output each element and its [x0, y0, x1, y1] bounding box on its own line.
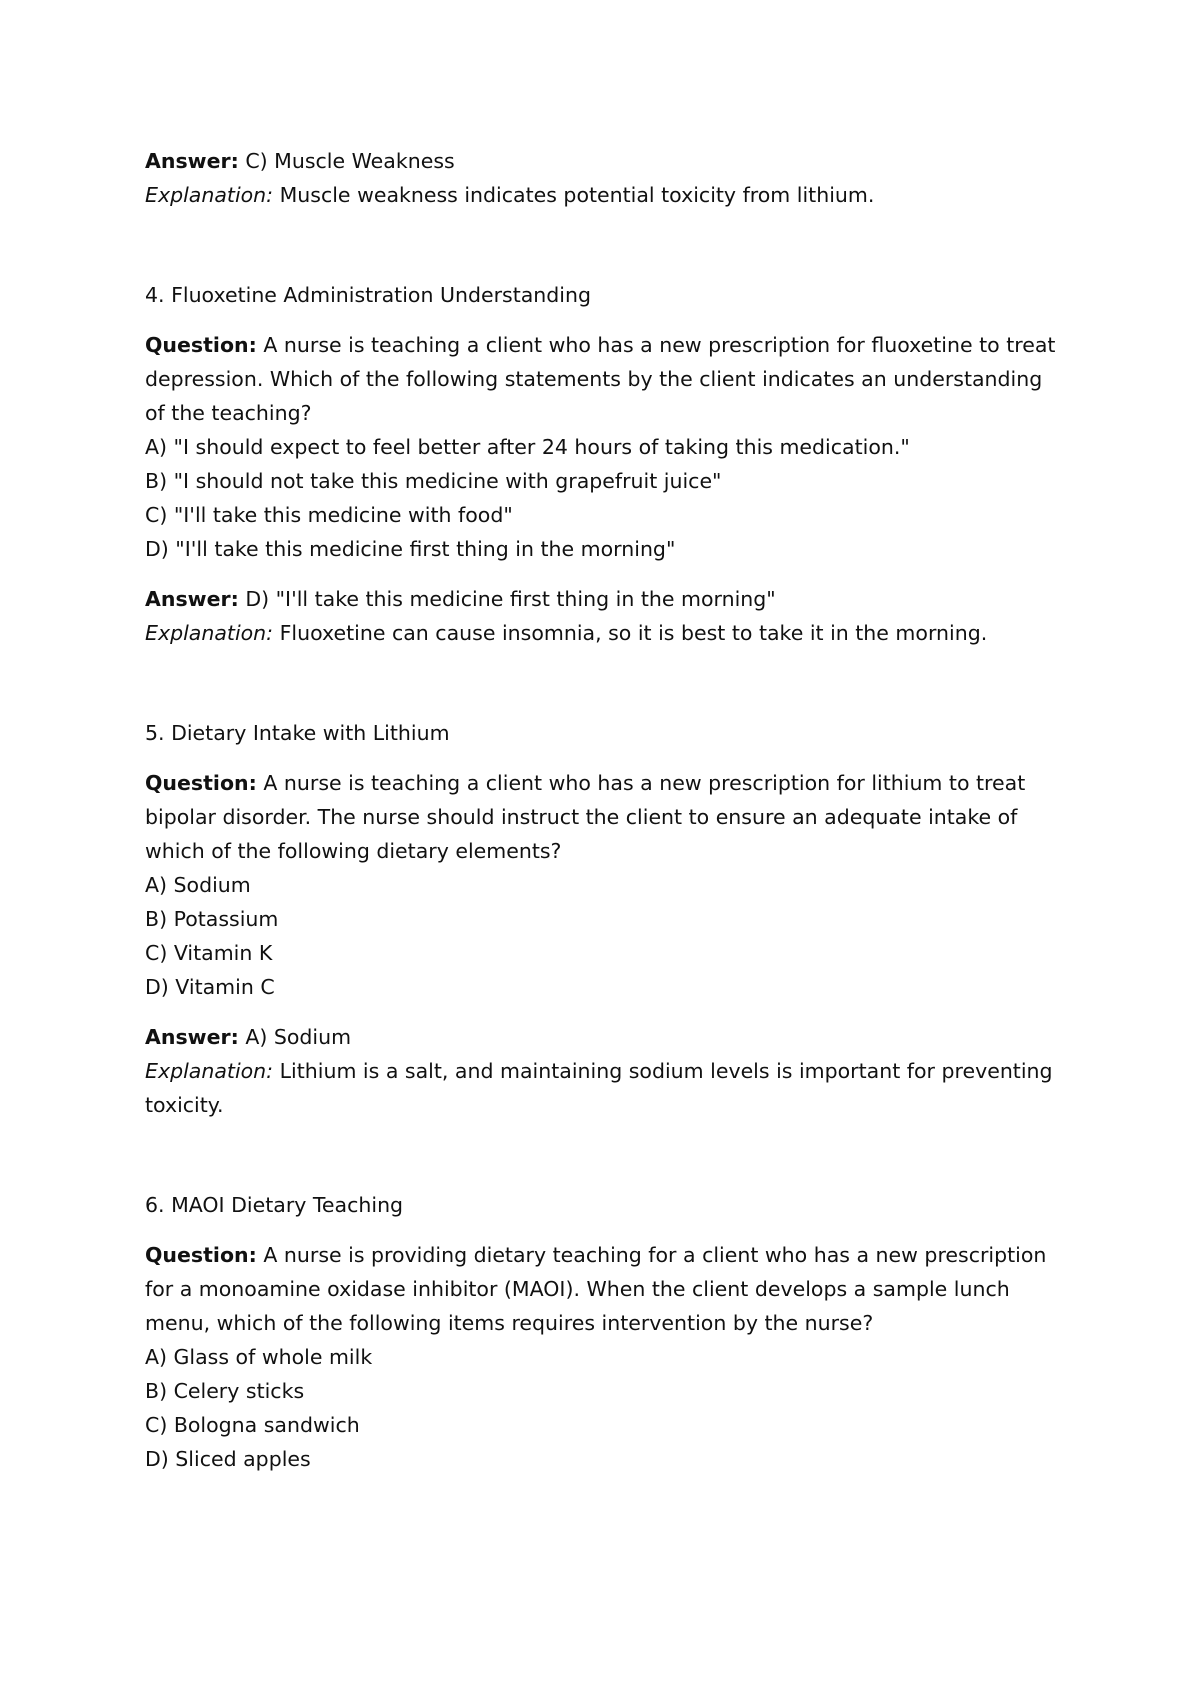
- option-item: D) Vitamin C: [145, 975, 275, 999]
- section-spacer: [145, 650, 1065, 716]
- explanation-label: Explanation:: [145, 1059, 274, 1083]
- explanation-text: Muscle weakness indicates potential toxicity from lithium.: [273, 183, 875, 207]
- paragraph-spacer: [145, 1004, 1065, 1020]
- question-heading: 6. MAOI Dietary Teaching: [145, 1193, 404, 1217]
- option-item: C) "I'll take this medicine with food": [145, 503, 513, 527]
- paragraph-spacer: [145, 1222, 1065, 1238]
- answer-line: [145, 582, 1065, 616]
- explanation-label: Explanation:: [145, 183, 274, 207]
- option-item: C) Vitamin K: [145, 941, 273, 965]
- question-label: Question:: [145, 771, 257, 795]
- document-content: [145, 144, 1065, 1476]
- question-heading: 4. Fluoxetine Administration Understanding: [145, 283, 591, 307]
- question-body: A nurse is providing dietary teaching for a client who has a new prescription for a monoamine oxidase inhibitor (MAOI). When the client develops a sample lunch menu, which of the following items requires intervention by the nurse?: [145, 1243, 1047, 1335]
- option-item: B) Potassium: [145, 907, 279, 931]
- option-item: B) "I should not take this medicine with grapefruit juice": [145, 469, 722, 493]
- paragraph-spacer: [145, 312, 1065, 328]
- explanation-text: Fluoxetine can cause insomnia, so it is best to take it in the morning.: [273, 621, 988, 645]
- explanation-label: Explanation:: [145, 621, 274, 645]
- answer-text: D) "I'll take this medicine first thing in the morning": [238, 587, 776, 611]
- answer-label: Answer:: [145, 587, 239, 611]
- question-body: A nurse is teaching a client who has a new prescription for fluoxetine to treat depression. Which of the following statements by the client indicates an understanding of the teaching?: [145, 333, 1056, 425]
- option-item: C) Bologna sandwich: [145, 1413, 360, 1437]
- paragraph-spacer: [145, 750, 1065, 766]
- option-item: B) Celery sticks: [145, 1379, 305, 1403]
- question-text: [145, 328, 1065, 430]
- explanation-line: [145, 178, 1065, 212]
- option-item: A) Sodium: [145, 873, 251, 897]
- paragraph-spacer: [145, 566, 1065, 582]
- option-item: D) "I'll take this medicine first thing in the morning": [145, 537, 676, 561]
- question-body: A nurse is teaching a client who has a new prescription for lithium to treat bipolar disorder. The nurse should instruct the client to ensure an adequate intake of which of the following dietary elements?: [145, 771, 1026, 863]
- option-item: A) "I should expect to feel better after 24 hours of taking this medication.": [145, 435, 910, 459]
- section-spacer: [145, 1122, 1065, 1188]
- answer-line: [145, 1020, 1065, 1054]
- option-item: A) Glass of whole milk: [145, 1345, 373, 1369]
- question-label: Question:: [145, 1243, 257, 1267]
- answer-label: Answer:: [145, 149, 239, 173]
- answer-label: Answer:: [145, 1025, 239, 1049]
- explanation-line: [145, 1054, 1065, 1122]
- question-text: [145, 766, 1065, 868]
- answer-text: C) Muscle Weakness: [238, 149, 455, 173]
- answer-line: [145, 144, 1065, 178]
- question-heading: 5. Dietary Intake with Lithium: [145, 721, 450, 745]
- question-label: Question:: [145, 333, 257, 357]
- explanation-text: Lithium is a salt, and maintaining sodium levels is important for preventing toxicity.: [145, 1059, 1053, 1117]
- answer-text: A) Sodium: [238, 1025, 352, 1049]
- option-item: D) Sliced apples: [145, 1447, 311, 1471]
- section-spacer: [145, 212, 1065, 278]
- question-text: [145, 1238, 1065, 1340]
- explanation-line: [145, 616, 1065, 650]
